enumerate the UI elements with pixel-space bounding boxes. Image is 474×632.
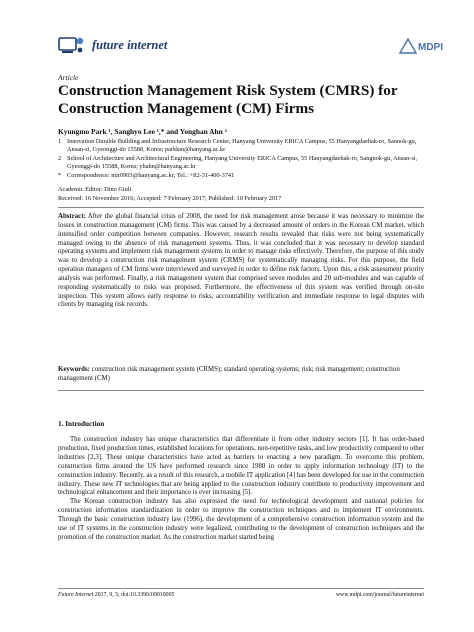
affiliation-number: 2: [58, 155, 62, 162]
correspondence: [58, 172, 428, 180]
paragraph: The Korean construction industry has also expressed the need for technological development and national policies for construction information standardization in order to improve the construction techniques and to implement IT environments. Through the basic construction industry law (1996), the development of a comprehensive construction information system and the use of IT systems in the construction industry were legalized, contributing to the development of construction techniques and the promotion of the construction market. As the construction market started being: [58, 498, 424, 541]
keywords-text: construction risk management system (CRMS); standard operating systems; risk; risk management; construction management (CM): [58, 366, 400, 382]
citation-details: 2017, 9, 5; doi:10.3390/fi9010005: [93, 592, 175, 598]
keywords-label: Keywords:: [58, 366, 90, 373]
abstract-text: After the global financial crisis of 2008, the need for risk management arose because it was necessary to minimize the losses in construction management (CM) firms. This was caused by a decreased amount of orders in the Korean CM market, which intensified order competition between companies. However, research results revealed that risks were not being systematically managed owing to the absence of risk management systems. Thus, it was concluded that it was necessary to develop standard operating systems and implement risk management systems in order to manage risks effectively. Therefore, the purpose of this study was to develop a construction risk management system (CRMS) for systematically managing risks. For this purpose, the field operation managers of CM firms were interviewed and surveyed in order to define risk factors. Upon this, a risk assessment priority analysis was performed. Finally, a risk management system that comprised seven modules and 20 sub-modules and was capable of responding systematically to risks was proposed. Furthermore, the effectiveness of this system was verified through on-site inspection. This system allows early response to risks, accountability verification and immediate response to legal disputes with clients by managing risk records.: [58, 213, 424, 309]
affiliation-2: [58, 155, 428, 171]
footer-divider: [58, 588, 424, 589]
paragraph: The construction industry has unique characteristics that differentiate it from other industry sectors [1]. It has order-based production, fixed production times, established locations for operations, non-repetitive tasks, and low productivity compared to other industries [2,3]. These unique characteristics have acted as barriers to enacting a new paradigm. To overcome this problem, construction firms around the US have performed research since 1980 in order to apply information technology (IT) to the construction industry. Recently, as a result of this research, a mobile IT application [4] has been developed for use in the construction industry. These new IT technologies that are being applied to the construction industry contribute to productivity improvement and technological enhancement and their importance is ever increasing [5].: [58, 436, 424, 497]
mdpi-logo-icon: [396, 35, 446, 57]
citation: [58, 592, 174, 598]
citation-journal: Future Internet: [58, 592, 94, 598]
journal-name: future internet: [92, 38, 168, 52]
abstract: [58, 213, 424, 310]
publisher-name: MDPI: [418, 42, 443, 53]
divider: [58, 390, 424, 391]
correspondence-text: Correspondence: mir0903@hanyang.ac.kr; Tel.: +82-31-400-3741: [67, 172, 235, 179]
affiliation-text: School of Architecture and Architectural Engineering, Hanyang University ERICA Campus, 55 Hanyangdaehak-ro, Sangnok-gu, Ansan-si, Gyeonggi-do 15588, Korea; yhahn@hanyang.ac.kr: [67, 155, 418, 171]
page-header: [58, 32, 446, 62]
academic-editor: Academic Editor: Dino Giuli: [58, 186, 132, 193]
affiliation-1: [58, 138, 428, 154]
article-type: Article: [58, 73, 79, 82]
publication-dates: Received: 16 November 2016; Accepted: 7 February 2017; Published: 10 February 2017: [58, 195, 282, 202]
correspondence-marker: *: [58, 172, 62, 179]
introduction-body: [58, 436, 424, 543]
keywords: [58, 366, 424, 384]
article-title: Construction Management Risk System (CMRS) for Construction Management (CM) Firms: [58, 82, 398, 117]
affiliation-number: 1: [58, 138, 62, 145]
divider: [58, 207, 424, 208]
section-heading: 1. Introduction: [58, 420, 105, 428]
future-internet-logo-icon: [58, 34, 86, 56]
journal-url[interactable]: www.mdpi.com/journal/futureinternet: [335, 592, 424, 598]
abstract-label: Abstract:: [58, 213, 86, 220]
author-list: Kyungmo Park ¹, Sanghyo Lee ¹,* and Yonghan Ahn ²: [58, 127, 227, 136]
affiliation-text: Innovation Durable Building and Infrastructure Research Center, Hanyang University ERICA Campus, 55 Hanyangdaehak-ro, Sannok-gu, Ansan-si, Gyeonggi-do 15588, Korea; parkkm@hanyang.ac.kr: [67, 138, 417, 154]
